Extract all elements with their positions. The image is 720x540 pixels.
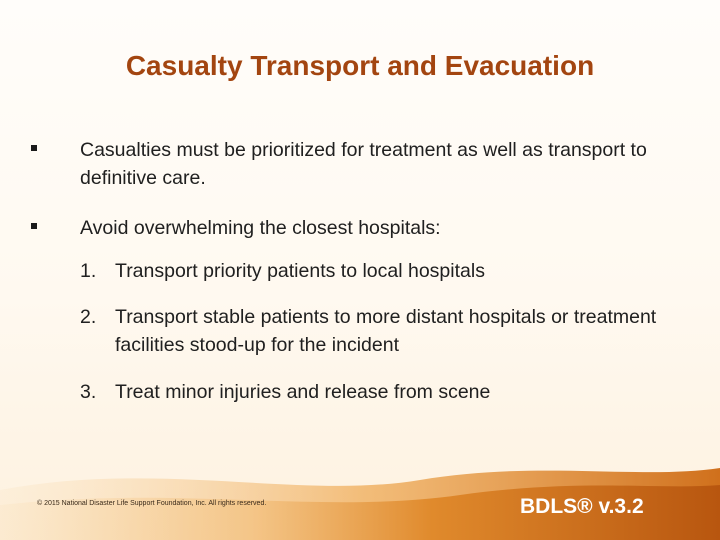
numbered-item — [80, 257, 660, 285]
item-text: Treat minor injuries and release from scene — [115, 381, 491, 403]
bullet-text: Avoid overwhelming the closest hospitals: — [80, 217, 441, 239]
bullet-item — [31, 214, 651, 242]
square-bullet-icon — [31, 223, 37, 229]
item-number: 2. — [80, 306, 97, 328]
item-text: Transport stable patients to more distant hospitals or treatment facilities stood-up for the incident — [115, 306, 657, 356]
copyright-text: © 2015 National Disaster Life Support Foundation, Inc. All rights reserved. — [37, 500, 267, 507]
item-number: 1. — [80, 260, 97, 282]
slide-title: Casualty Transport and Evacuation — [125, 50, 595, 81]
numbered-item — [80, 303, 660, 359]
bullet-text: Casualties must be prioritized for treatment as well as transport to definitive care. — [80, 139, 647, 189]
item-text: Transport priority patients to local hospitals — [115, 260, 485, 282]
item-number: 3. — [80, 381, 97, 403]
version-label: BDLS® v.3.2 — [520, 495, 644, 518]
square-bullet-icon — [31, 145, 37, 151]
numbered-item — [80, 378, 660, 406]
bullet-item — [31, 136, 651, 192]
